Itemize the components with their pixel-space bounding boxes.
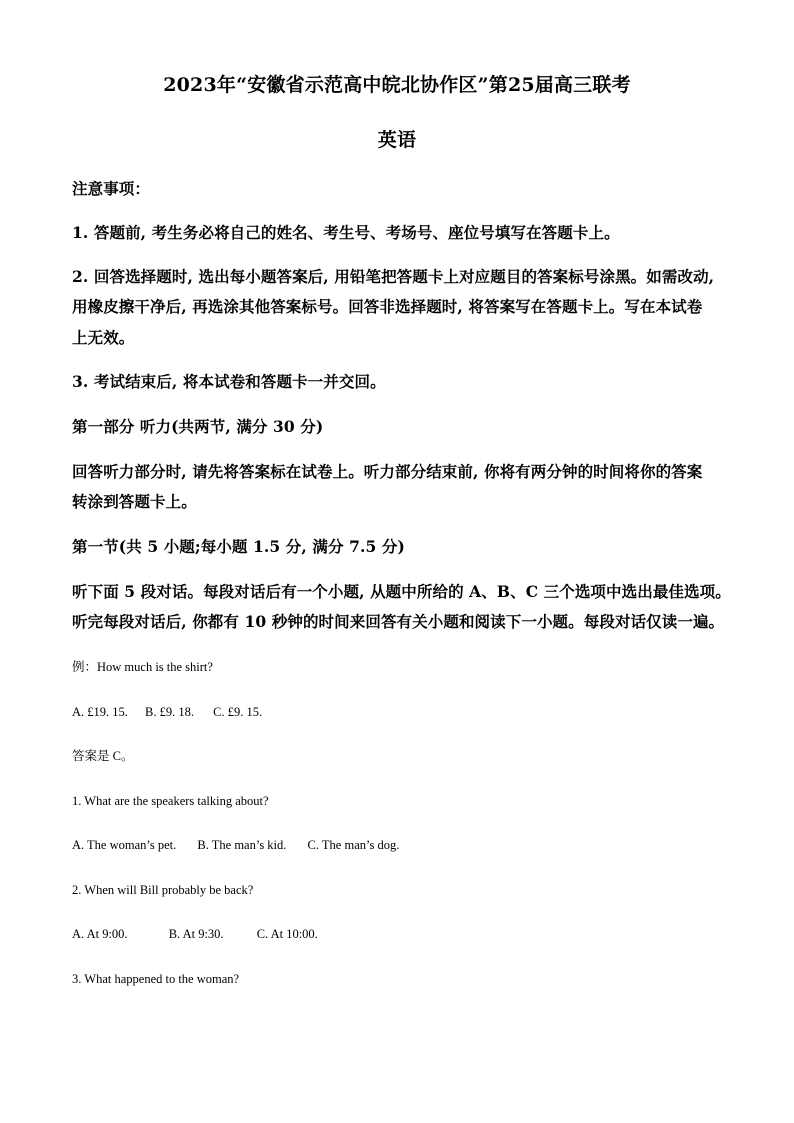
question-2-option-c: C. At 10:00. <box>256 927 318 941</box>
question-2-option-b: B. At 9:30. <box>168 927 224 941</box>
notice-item-2-line-3: 上无效。 <box>72 328 135 347</box>
notice-heading: 注意事项： <box>72 179 151 198</box>
part1-instruction-line-1: 回答听力部分时, 请先将答案标在试卷上。听力部分结束前, 你将有两分钟的时间将你的答案 <box>72 462 703 481</box>
example-options <box>72 705 732 720</box>
part1-instruction-line-2: 转涂到答题卡上。 <box>72 492 197 511</box>
question-1-options <box>72 838 732 853</box>
exam-title: 2023年“安徽省示范高中皖北协作区”第25届高三联考 <box>163 74 631 96</box>
question-1: 1. What are the speakers talking about? <box>72 794 269 808</box>
example-option-a: A. £19. 15. <box>72 705 128 719</box>
notice-item-2-line-2: 用橡皮擦干净后, 再选涂其他答案标号。回答非选择题时, 将答案写在答题卡上。写在本试卷 <box>72 297 703 316</box>
section1-instruction-line-1: 听下面 5 段对话。每段对话后有一个小题, 从题中所给的 A、B、C 三个选项中选出最佳选项。 <box>72 582 731 601</box>
exam-subject: 英语 <box>377 129 417 151</box>
example-option-b: B. £9. 18. <box>145 705 194 719</box>
notice-item-2-line-1: 2. 回答选择题时, 选出每小题答案后, 用铅笔把答题卡上对应题目的答案标号涂黑。如需改动, <box>72 267 715 286</box>
question-2-option-a: A. At 9:00. <box>72 927 128 941</box>
section1-instruction-line-2: 听完每段对话后, 你都有 10 秒钟的时间来回答有关小题和阅读下一小题。每段对话仅读一遍。 <box>72 612 725 631</box>
notice-item-3: 3. 考试结束后, 将本试卷和答题卡一并交回。 <box>72 372 386 391</box>
example-answer: 答案是 C。 <box>72 749 134 763</box>
part1-heading: 第一部分 听力(共两节, 满分 30 分) <box>72 417 324 436</box>
example-option-c: C. £9. 15. <box>213 705 263 719</box>
example-question: 例：How much is the shirt? <box>72 660 213 674</box>
question-3: 3. What happened to the woman? <box>72 972 240 986</box>
question-1-option-b: B. The man’s kid. <box>197 838 287 852</box>
section1-heading: 第一节(共 5 小题;每小题 1.5 分, 满分 7.5 分) <box>72 537 405 556</box>
notice-item-1: 1. 答题前, 考生务必将自己的姓名、考生号、考场号、座位号填写在答题卡上。 <box>72 223 620 242</box>
question-2: 2. When will Bill probably be back? <box>72 883 254 897</box>
question-2-options <box>72 927 732 942</box>
question-1-option-a: A. The woman’s pet. <box>72 838 177 852</box>
question-1-option-c: C. The man’s dog. <box>307 838 400 852</box>
